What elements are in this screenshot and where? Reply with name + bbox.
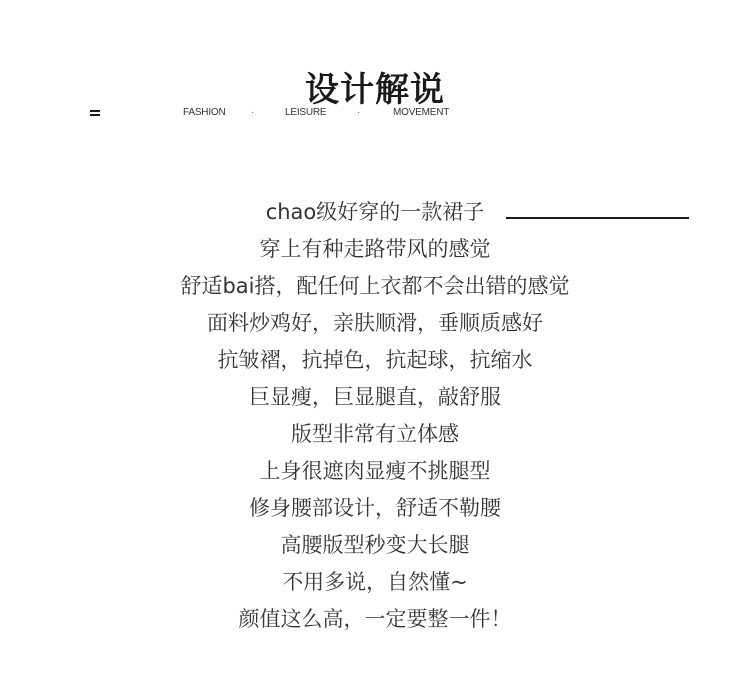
tag-separator: · [357,107,361,118]
tag-separator: · [251,107,255,118]
description-line: 穿上有种走路带风的感觉 [259,237,491,261]
description-line: 抗皱褶，抗掉色，抗起球，抗缩水 [217,348,533,372]
tag-leisure: LEISURE [285,107,327,118]
description-line: 高腰版型秒变大长腿 [280,533,470,557]
equals-icon [90,108,100,117]
tag-movement: MOVEMENT [393,107,450,118]
description-line: 版型非常有立体感 [291,422,459,446]
description-line: 不用多说，自然懂~ [282,570,468,594]
tag-fashion: FASHION [183,107,226,118]
description-line: 颜值这么高，一定要整一件！ [238,607,512,631]
tag-row [0,104,750,124]
description-line: 面料炒鸡好，亲肤顺滑，垂顺质感好 [207,311,543,335]
description-line: 舒适bai搭，配任何上衣都不会出错的感觉 [180,274,570,298]
section-title: 设计解说 [305,69,445,110]
description-list [0,194,750,638]
description-line: 修身腰部设计，舒适不勒腰 [249,496,501,520]
description-line: 巨显瘦，巨显腿直，敲舒服 [249,385,501,409]
description-line: chao级好穿的一款裙子 [265,200,485,224]
description-line: 上身很遮肉显瘦不挑腿型 [259,459,491,483]
